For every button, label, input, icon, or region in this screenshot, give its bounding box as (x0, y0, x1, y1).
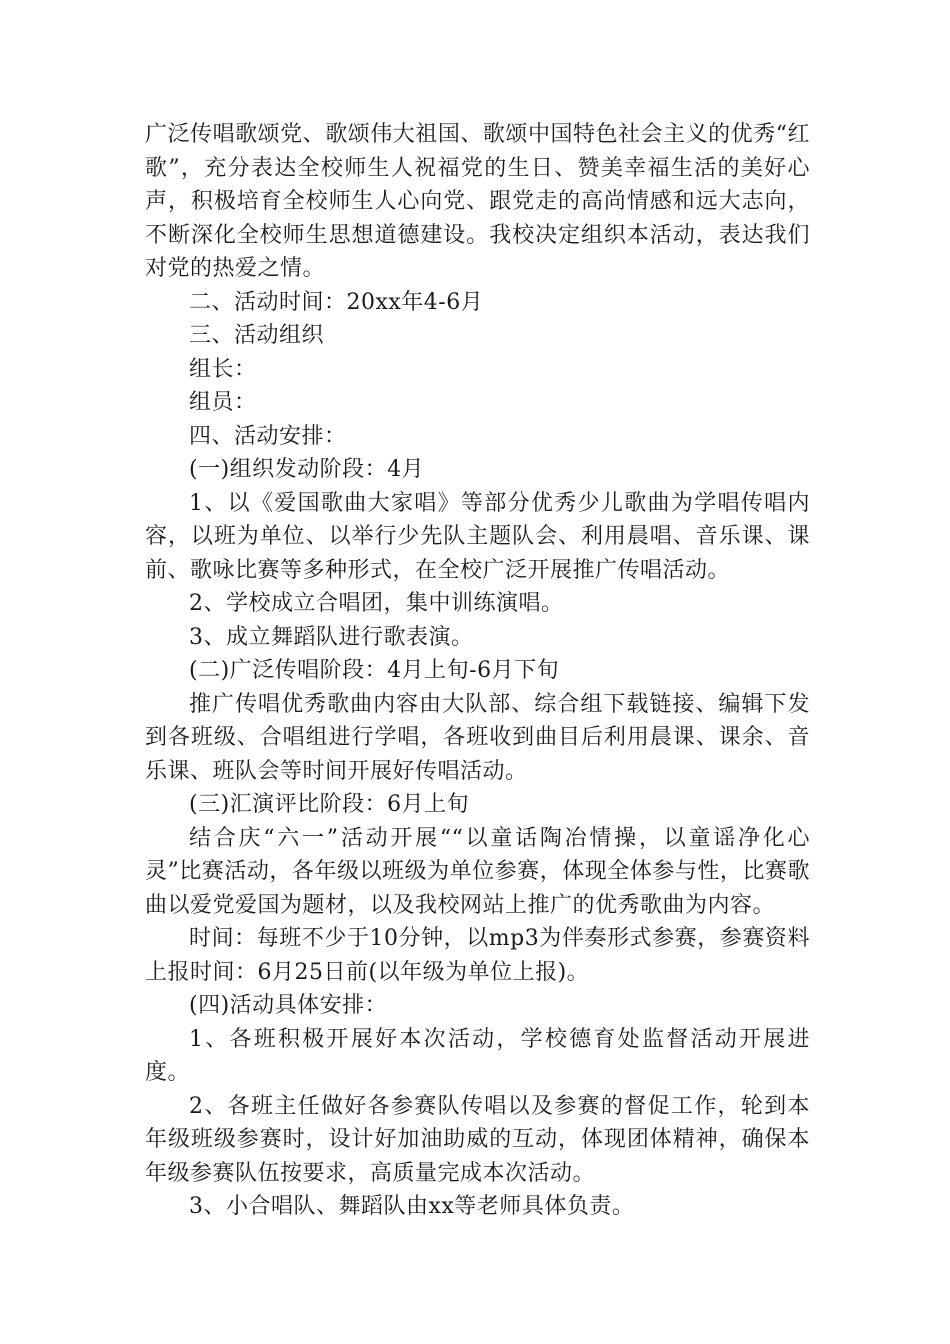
paragraph-stage-two-body: 推广传唱优秀歌曲内容由大队部、综合组下载链接、编辑下发到各班级、合唱组进行学唱，各班收到曲目后利用晨课、课余、音乐课、班队会等时间开展好传唱活动。 (145, 691, 810, 784)
paragraph-activity-time: 二、活动时间：20xx年4-6月 (189, 289, 484, 315)
paragraph-stage-four-item-1: 1、各班积极开展好本次活动，学校德育处监督活动开展进度。 (145, 1026, 810, 1085)
paragraph-stage-one-item-3: 3、成立舞蹈队进行歌表演。 (189, 624, 474, 650)
paragraph-stage-three-time: 时间：每班不少于10分钟，以mp3为伴奏形式参赛，参赛资料上报时间：6月25日前(以年级为单位上报)。 (145, 926, 810, 985)
paragraph-stage-one-heading: (一)组织发动阶段：4月 (189, 457, 425, 482)
paragraph-intro: 广泛传唱歌颂党、歌颂伟大祖国、歌颂中国特色社会主义的优秀“红歌”，充分表达全校师生人祝福党的生日、赞美幸福生活的美好心声，积极培育全校师生人心向党、跟党走的高尚情感和远大志向，不断深化全校师生思想道德建设。我校决定组织本活动，表达我们对党的热爱之情。 (145, 122, 810, 281)
paragraph-stage-one-item-2: 2、学校成立合唱团，集中训练演唱。 (189, 591, 564, 616)
paragraph-group-leader: 组长： (189, 356, 257, 382)
paragraph-stage-four-item-2: 2、各班主任做好各参赛队传唱以及参赛的督促工作，轮到本年级班级参赛时，设计好加油助威的互动，体现团体精神，确保本年级参赛队伍按要求，高质量完成本次活动。 (145, 1093, 810, 1186)
paragraph-stage-one-item-1: 1、以《爱国歌曲大家唱》等部分优秀少儿歌曲为学唱传唱内容，以班为单位、以举行少先队主题队会、利用晨唱、音乐课、课前、歌咏比赛等多种形式，在全校广泛开展推广传唱活动。 (145, 490, 810, 583)
document-body (145, 118, 810, 1224)
paragraph-stage-two-heading: (二)广泛传唱阶段：4月上旬-6月下旬 (189, 658, 560, 683)
paragraph-activity-arrangement: 四、活动安排： (189, 423, 347, 449)
paragraph-activity-organization: 三、活动组织 (189, 323, 325, 348)
paragraph-stage-three-heading: (三)汇演评比阶段：6月上旬 (189, 792, 470, 817)
paragraph-stage-three-body: 结合庆“六一”活动开展““以童话陶冶情操，以童谣净化心灵”比赛活动，各年级以班级为单位参赛，体现全体参与性，比赛歌曲以爱党爱国为题材，以及我校网站上推广的优秀歌曲为内容。 (145, 825, 810, 918)
paragraph-group-members: 组员： (189, 390, 257, 415)
paragraph-stage-four-item-3: 3、小合唱队、舞蹈队由xx等老师具体负责。 (189, 1194, 635, 1219)
paragraph-stage-four-heading: (四)活动具体安排： (189, 993, 388, 1018)
